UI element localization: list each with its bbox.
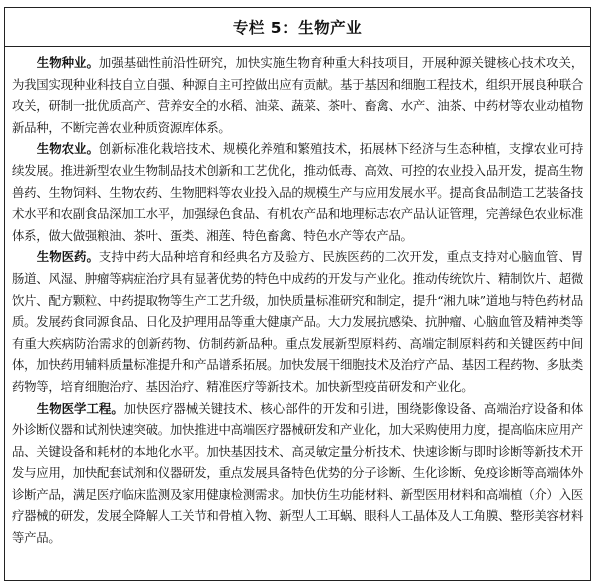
section-heading: 生物种业。 (36, 55, 99, 70)
feature-box (4, 7, 591, 581)
section-biomedical-engineering (12, 398, 583, 549)
section-text: 加强基础性前沿性研究，加快实施生物育种重大科技项目，开展种源关键核心技术攻关，为我国实现种业科技自立自强、种源自主可控做出应有贡献。基于基因和细胞工程技术，组织开展良种联合攻关，研制一批优质高产、营养安全的水稻、油菜、蔬菜、茶叶、畜禽、水产、油茶、中药材等农业动植物新品种，不断完善农业种质资源库体系。 (12, 55, 584, 135)
section-seed-industry (12, 52, 583, 138)
section-heading: 生物医药。 (36, 249, 99, 265)
box-title: 专栏 5：生物产业 (5, 8, 590, 47)
section-heading: 生物医学工程。 (36, 400, 124, 416)
previous-page-text-fragment (4, 0, 591, 3)
box-body (5, 47, 590, 549)
section-text: 创新标准化栽培技术、规模化养殖和繁殖技术，拓展林下经济与生态种植，支撑农业可持续发展。推进新型农业生物制品技术创新和工艺优化，推动低毒、高效、可控的农业投入品开发，提高生物兽药、生物饲料、生物农药、生物肥料等农业投入品的规模生产与应用发展水平。提高食品制造工艺装备技术水平和农副食品深加工水平，加强绿色食品、有机农产品和地理标志农产品认证管理，完善绿色农业标准体系，做大做强粮油、茶叶、蛋类、湘莲、特色畜禽、特色水产等农产品。 (12, 141, 584, 243)
section-text: 支持中药大品种培育和经典名方及验方、民族医药的二次开发，重点支持对心脑血管、胃肠道、风湿、肿瘤等病症治疗具有显著优势的特色中成药的开发与产业化。推动传统饮片、精制饮片、超微饮片、配方颗粒、中药提取物等生产工艺升级，加快质量标准研究和制定，提升“湘九味”道地与特色药材品质。发展药食同源食品、日化及护理用品等重大健康产品。大力发展抗感染、抗肿瘤、心脑血管及精神类等有重大疾病防治需求的创新药物、仿制药新品种。重点发展新型原料药、高端定制原料药和关键医药中间体，加快药用辅料质量标准提升和产品谱系拓展。加快发展干细胞技术及治疗产品、基因工程药物、多肽类药物等，培育细胞治疗、基因治疗、精准医疗等新技术。加快新型疫苗研发和产业化。 (12, 249, 584, 394)
section-bio-agriculture (12, 138, 583, 246)
section-bio-medicine (12, 246, 583, 397)
section-text: 加快医疗器械关键技术、核心部件的开发和引进，围绕影像设备、高端治疗设备和体外诊断仪器和试剂快速突破。加快推进中高端医疗器械研发和产业化，加大采购使用力度，提高临床应用产品、关键设备和耗材的本地化水平。加快基因技术、高灵敏定量分析技术、快速诊断与即时诊断等新技术开发与应用，加快配套试剂和仪器研发，重点发展具备特色优势的分子诊断、生化诊断、免疫诊断等高端体外诊断产品，满足医疗临床监测及家用健康检测需求。加快仿生功能材料、新型医用材料和高端植（介）入医疗器械的研发，发展全降解人工关节和骨植入物、新型人工耳蜗、眼科人工晶体及人工角膜、整形美容材料等产品。 (12, 400, 584, 546)
section-heading: 生物农业。 (36, 141, 99, 157)
